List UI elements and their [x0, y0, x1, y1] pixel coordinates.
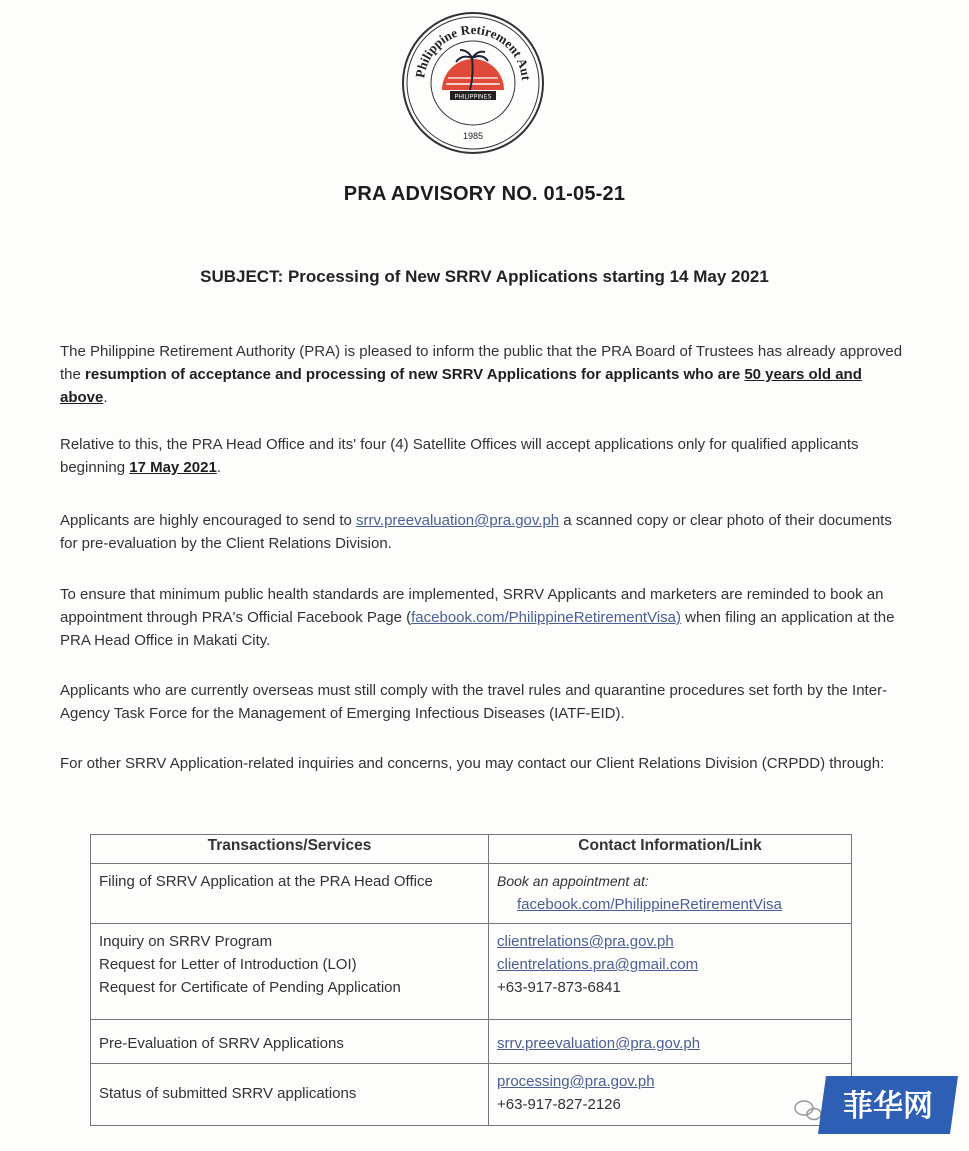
phone-number: +63-917-827-2126 [497, 1096, 621, 1113]
appointment-note: Book an appointment at: [497, 873, 649, 889]
p4-end: when filing an application at the PRA Head Office in Makati City. [60, 609, 895, 649]
p1-text: The Philippine Retirement Authority (PRA) is pleased to inform the public that the PRA Board of Trustees has already approved the [60, 343, 903, 383]
wechat-icon [795, 1101, 821, 1120]
clientrelations-email-link[interactable]: clientrelations@pra.gov.ph [497, 933, 674, 950]
service-cell: Filing of SRRV Application at the PRA Head Office [91, 864, 489, 924]
p2-text: Relative to this, the PRA Head Office and its' four (4) Satellite Offices will accept applications only for qualified applicants beginning [60, 436, 859, 476]
service-line: Inquiry on SRRV Program [99, 933, 273, 950]
service-cell: Pre-Evaluation of SRRV Applications [91, 1020, 489, 1064]
p1-end: . [103, 389, 108, 406]
table-row [91, 1064, 852, 1126]
service-line: Request for Certificate of Pending Application [99, 979, 401, 996]
p4-text: To ensure that minimum public health standards are implemented, SRRV Applicants and marketers are reminded to book an appointment through PRA's Official Facebook Page ( [60, 586, 884, 626]
facebook-page-link[interactable]: facebook.com/PhilippineRetirementVisa) [411, 609, 681, 626]
p3-end: a scanned copy or clear photo of their documents for pre-evaluation by the Client Relations Division. [60, 512, 892, 552]
table-row [91, 1020, 852, 1064]
table-row [91, 924, 852, 1020]
phone-number: +63-917-873-6841 [497, 979, 621, 996]
service-cell [91, 924, 489, 1020]
header-contact: Contact Information/Link [489, 835, 852, 864]
contacts-table [90, 834, 852, 1126]
paragraph-contact: For other SRRV Application-related inquiries and concerns, you may contact our Client Relations Division (CRPDD) through: [60, 755, 885, 772]
preevaluation-email-link[interactable]: srrv.preevaluation@pra.gov.ph [497, 1035, 701, 1052]
p2-date: 17 May 2021 [129, 459, 217, 476]
clientrelations-gmail-link[interactable]: clientrelations.pra@gmail.com [497, 956, 699, 973]
contact-cell [489, 924, 852, 1020]
advisory-subject: SUBJECT: Processing of New SRRV Applications starting 14 May 2021 [200, 267, 769, 286]
advisory-title: PRA ADVISORY NO. 01-05-21 [343, 183, 626, 205]
p1-bold: resumption of acceptance and processing of new SRRV Applications for applicants who are [85, 366, 745, 383]
paragraph-start-date [60, 433, 912, 479]
table-header-row [91, 835, 852, 864]
preevaluation-email-link[interactable]: srrv.preevaluation@pra.gov.ph [356, 512, 560, 529]
facebook-link[interactable]: facebook.com/PhilippineRetirementVisa [517, 896, 782, 913]
paragraph-pre-evaluation [60, 509, 912, 555]
contact-cell [489, 1020, 852, 1064]
p2-end: . [216, 459, 221, 476]
paragraph-health-standards [60, 583, 912, 652]
watermark-text: 菲华网 [843, 1089, 933, 1124]
watermark-badge [790, 1072, 962, 1138]
pra-seal-logo [398, 8, 548, 158]
contact-cell [489, 864, 852, 924]
seal-ring-text: Philippine Retirement Aut [412, 21, 534, 81]
p3-text: Applicants are highly encouraged to send to [60, 512, 357, 529]
seal-country-label: PHILIPPINES [454, 94, 492, 101]
seal-year: 1985 [462, 131, 484, 141]
p1-age-requirement: 50 years old and above [60, 366, 862, 406]
header-services: Transactions/Services [91, 835, 489, 864]
paragraph-approval [60, 340, 912, 409]
service-line: Request for Letter of Introduction (LOI) [99, 956, 357, 973]
paragraph-overseas: Applicants who are currently overseas must still comply with the travel rules and quarantine procedures set forth by the Inter-Agency Task Force for the Management of Emerging Infectious Diseases (IATF-EID). [60, 682, 888, 722]
service-cell: Status of submitted SRRV applications [91, 1064, 489, 1126]
table-row [91, 864, 852, 924]
processing-email-link[interactable]: processing@pra.gov.ph [497, 1073, 655, 1090]
